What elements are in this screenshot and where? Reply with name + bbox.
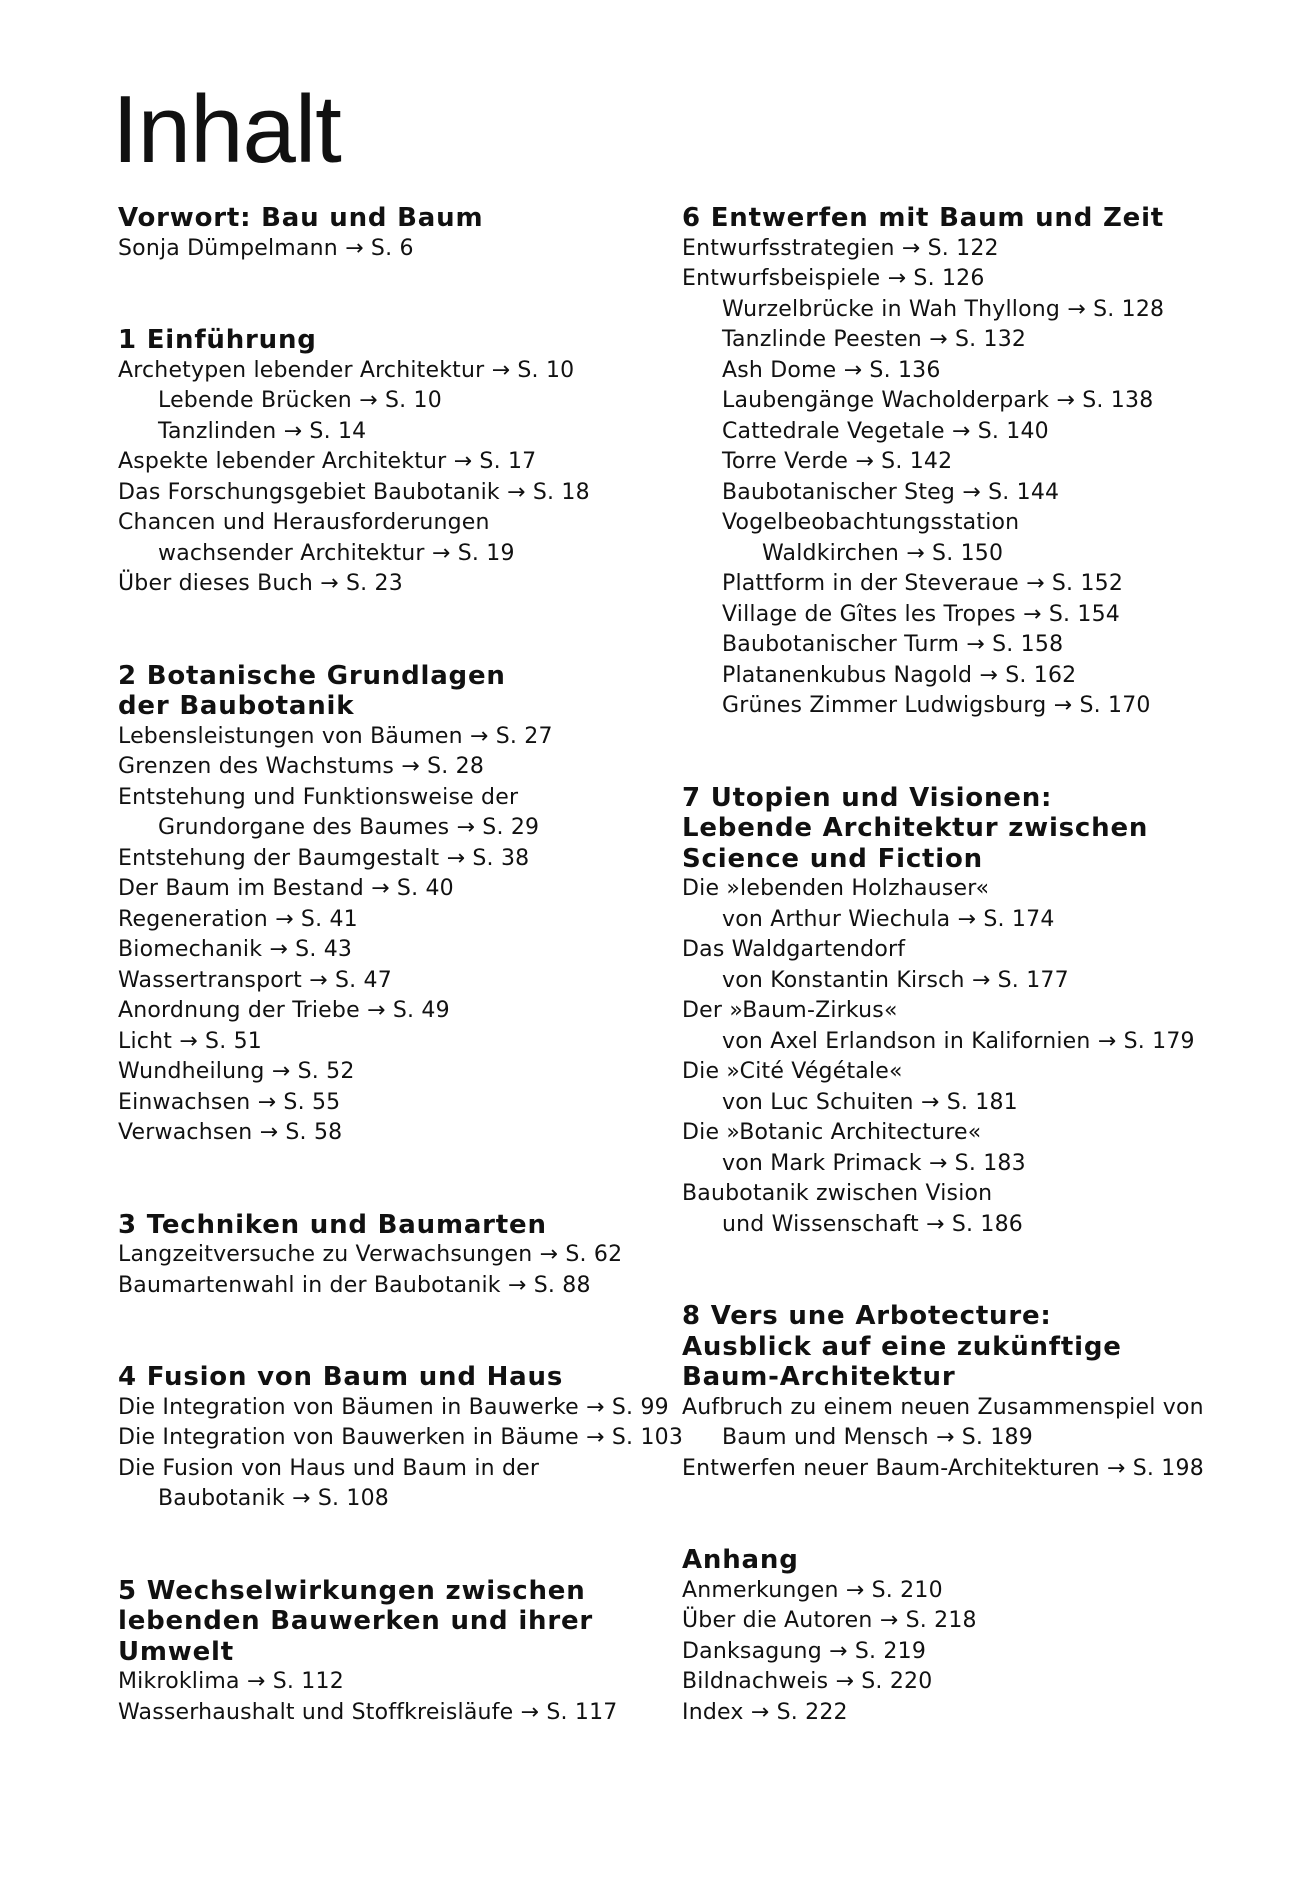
section-heading — [118, 661, 688, 722]
toc-entry[interactable]: Baumartenwahl in der Baubotanik → S. 88 — [118, 1272, 591, 1298]
section-heading-line: lebenden Bauwerken und ihrer — [118, 1606, 594, 1636]
toc-section — [118, 661, 688, 1149]
toc-section — [118, 1576, 688, 1729]
toc-entry[interactable]: Cattedrale Vegetale → S. 140 — [722, 418, 1049, 444]
toc-entry[interactable]: Wassertransport → S. 47 — [118, 967, 392, 993]
section-heading-line: 8 Vers une Arbotecture: — [682, 1301, 1052, 1331]
toc-entry[interactable]: Platanenkubus Nagold → S. 162 — [722, 662, 1077, 688]
toc-entry[interactable]: Danksagung → S. 219 — [682, 1638, 927, 1664]
toc-entry[interactable]: Village de Gîtes les Tropes → S. 154 — [722, 601, 1121, 627]
section-heading-line: 3 Techniken und Baumarten — [118, 1209, 547, 1240]
section-heading-line: 2 Botanische Grundlagen — [118, 660, 506, 691]
section-heading-line: der Baubotanik — [118, 691, 355, 721]
toc-entry[interactable]: Entstehung der Baumgestalt → S. 38 — [118, 845, 530, 871]
toc-entry[interactable]: Biomechanik → S. 43 — [118, 937, 353, 962]
toc-column-left — [118, 203, 688, 1789]
toc-entry[interactable]: und Wissenschaft → S. 186 — [722, 1211, 1023, 1237]
toc-entry[interactable]: Baubotanik → S. 108 — [158, 1486, 390, 1511]
toc-entry[interactable]: Waldkirchen → S. 150 — [762, 540, 1004, 566]
toc-entry[interactable]: Anmerkungen → S. 210 — [682, 1577, 943, 1603]
toc-section — [682, 203, 1282, 722]
section-heading — [682, 203, 1282, 234]
section-heading — [682, 1545, 1282, 1576]
section-heading-line: 5 Wechselwirkungen zwischen — [118, 1575, 586, 1606]
section-heading-line: Ausblick auf eine zukünftige — [682, 1331, 1122, 1362]
toc-entry[interactable]: Das Forschungsgebiet Baubotanik → S. 18 — [118, 479, 590, 505]
toc-entry[interactable]: Aspekte lebender Architektur → S. 17 — [118, 449, 537, 474]
toc-section — [118, 325, 688, 600]
toc-entry[interactable]: von Luc Schuiten → S. 181 — [722, 1089, 1018, 1115]
section-heading — [682, 783, 1282, 875]
toc-entry[interactable]: Die Integration von Bauwerken in Bäume → S. 103 — [118, 1425, 684, 1450]
toc-entry[interactable]: Der Baum im Bestand → S. 40 — [118, 876, 454, 901]
toc-entry[interactable]: Entwurfsbeispiele → S. 126 — [682, 266, 985, 291]
section-heading — [118, 203, 688, 234]
toc-entry[interactable]: Anordnung der Triebe → S. 49 — [118, 998, 450, 1023]
toc-entry[interactable]: Entwurfsstrategien → S. 122 — [682, 235, 999, 261]
toc-entry[interactable]: Über die Autoren → S. 218 — [682, 1608, 977, 1633]
toc-entry[interactable]: Index → S. 222 — [682, 1699, 848, 1725]
toc-entry[interactable]: von Axel Erlandson in Kalifornien → S. 179 — [722, 1028, 1195, 1054]
toc-entry[interactable]: Chancen und Herausforderungen — [118, 510, 490, 535]
section-heading — [118, 1576, 688, 1668]
section-heading — [118, 1210, 688, 1241]
toc-entry[interactable]: von Mark Primack → S. 183 — [722, 1150, 1026, 1176]
toc-entry[interactable]: wachsender Architektur → S. 19 — [158, 540, 515, 566]
toc-entry[interactable]: Über dieses Buch → S. 23 — [118, 571, 403, 596]
toc-entry[interactable]: von Arthur Wiechula → S. 174 — [722, 906, 1055, 932]
toc-entry[interactable]: Grünes Zimmer Ludwigsburg → S. 170 — [722, 693, 1151, 718]
toc-entry[interactable]: Die »Botanic Architecture« — [682, 1120, 982, 1145]
section-heading-line: Baum-Architektur — [682, 1362, 956, 1392]
toc-entry[interactable]: Licht → S. 51 — [118, 1028, 262, 1054]
toc-entry[interactable]: Die »Cité Végétale« — [682, 1059, 903, 1084]
toc-entry[interactable]: Tanzlinden → S. 14 — [158, 418, 367, 444]
toc-entry[interactable]: Mikroklima → S. 112 — [118, 1669, 344, 1694]
section-heading-line: Lebende Architektur zwischen — [682, 813, 1149, 843]
toc-entry[interactable]: Baubotanischer Turm → S. 158 — [722, 632, 1064, 657]
toc-entry[interactable]: Lebende Brücken → S. 10 — [158, 388, 442, 413]
toc-entry[interactable]: Tanzlinde Peesten → S. 132 — [722, 327, 1027, 352]
toc-section — [682, 1301, 1282, 1484]
toc-entry[interactable]: Baubotanik zwischen Vision — [682, 1181, 993, 1206]
toc-entry[interactable]: Wundheilung → S. 52 — [118, 1059, 355, 1084]
toc-entry[interactable]: Ash Dome → S. 136 — [722, 357, 941, 383]
toc-entry[interactable]: Baubotanischer Steg → S. 144 — [722, 479, 1060, 505]
section-heading-line: 1 Einführung — [118, 325, 317, 355]
toc-entry[interactable]: Die Fusion von Haus und Baum in der — [118, 1455, 540, 1481]
toc-section — [118, 203, 688, 264]
toc-entry[interactable]: Archetypen lebender Architektur → S. 10 — [118, 357, 575, 383]
toc-entry[interactable]: Lebensleistungen von Bäumen → S. 27 — [118, 723, 553, 749]
section-heading-line: 4 Fusion von Baum und Haus — [118, 1362, 564, 1392]
section-heading-line: 7 Utopien und Visionen: — [682, 782, 1053, 813]
section-heading — [682, 1301, 1282, 1393]
page-title: Inhalt — [112, 76, 341, 183]
toc-column-right — [682, 203, 1282, 1789]
section-heading-line: Vorwort: Bau und Baum — [118, 203, 484, 233]
toc-entry[interactable]: Laubengänge Wacholderpark → S. 138 — [722, 388, 1154, 413]
toc-entry[interactable]: Vogelbeobachtungsstation — [722, 510, 1020, 535]
toc-entry[interactable]: Entstehung und Funktionsweise der — [118, 784, 519, 810]
toc-entry[interactable]: Die Integration von Bäumen in Bauwerke → S. 99 — [118, 1394, 669, 1420]
toc-entry[interactable]: Langzeitversuche zu Verwachsungen → S. 62 — [118, 1242, 623, 1267]
toc-entry[interactable]: Wurzelbrücke in Wah Thyllong → S. 128 — [722, 296, 1165, 322]
section-heading-line: 6 Entwerfen mit Baum und Zeit — [682, 203, 1165, 233]
toc-entry[interactable]: Verwachsen → S. 58 — [118, 1120, 343, 1145]
toc-entry[interactable]: Wasserhaushalt und Stoffkreisläufe → S. 117 — [118, 1699, 618, 1725]
toc-entry[interactable]: Grundorgane des Baumes → S. 29 — [158, 815, 540, 840]
toc-entry[interactable]: Der »Baum-Zirkus« — [682, 998, 898, 1023]
toc-section — [682, 783, 1282, 1241]
toc-entry[interactable]: Die »lebenden Holzhauser« — [682, 876, 990, 901]
toc-entry[interactable]: Torre Verde → S. 142 — [722, 449, 953, 474]
toc-entry[interactable]: Entwerfen neuer Baum-Architekturen → S. 198 — [682, 1455, 1204, 1481]
toc-entry[interactable]: Grenzen des Wachstums → S. 28 — [118, 754, 485, 779]
toc-entry[interactable]: Einwachsen → S. 55 — [118, 1089, 341, 1115]
toc-entry[interactable]: Plattform in der Steveraue → S. 152 — [722, 571, 1124, 596]
toc-section — [118, 1210, 688, 1302]
toc-entry[interactable]: Regeneration → S. 41 — [118, 906, 358, 932]
toc-section — [118, 1362, 688, 1515]
toc-entry[interactable]: Aufbruch zu einem neuen Zusammenspiel von — [682, 1394, 1204, 1420]
section-heading-line: Umwelt — [118, 1636, 234, 1667]
toc-entry[interactable]: von Konstantin Kirsch → S. 177 — [722, 967, 1069, 993]
section-heading-line: Anhang — [682, 1545, 799, 1575]
section-heading — [118, 1362, 688, 1393]
toc-entry[interactable]: Bildnachweis → S. 220 — [682, 1669, 933, 1694]
toc-section — [682, 1545, 1282, 1728]
section-heading-line: Science und Fiction — [682, 843, 983, 874]
section-heading — [118, 325, 688, 356]
toc-entry[interactable]: Baum und Mensch → S. 189 — [722, 1425, 1033, 1450]
toc-entry[interactable]: Sonja Dümpelmann → S. 6 — [118, 235, 414, 261]
toc-entry[interactable]: Das Waldgartendorf — [682, 937, 906, 962]
